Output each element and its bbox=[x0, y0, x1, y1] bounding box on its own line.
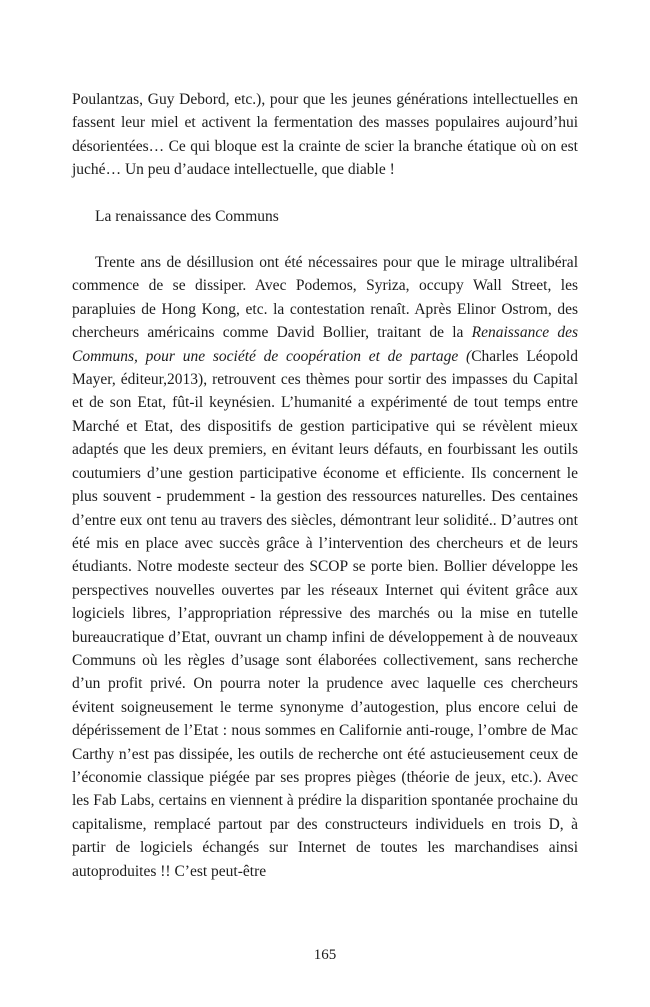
paragraph-body-text-1: Trente ans de désillusion ont été nécessaires pour que le mirage ultralibéral commence de se dissiper. Avec Podemos, Syriza, occupy Wall Street, les parapluies de Hong Kong, etc. la contestation renaît. Après Elinor Ostrom, des chercheurs américains comme David Bollier, traitant de la bbox=[72, 254, 578, 342]
paragraph-continuation: Poulantzas, Guy Debord, etc.), pour que les jeunes générations intellectuelles en fassent leur miel et activent la fermentation des masses populaires aujourd’hui désorientées… Ce qui bloque est la crainte de scier la branche étatique où on est juché… Un peu d’audace intellectuelle, que diable ! bbox=[72, 91, 578, 179]
paragraph-body-text-2: Charles Léopold Mayer, éditeur,2013), retrouvent ces thèmes pour sortir des impasses du Capital et de son Etat, fût-il keynésien. L’humanité a expérimenté de tout temps entre Marché et Etat, des dispositifs de gestion participative qui se révèlent mieux adaptés que les deux premiers, en évitant leurs défauts, en fourbissant les outils coutumiers d’une gestion participative économe et efficiente. Ils concernent le plus souvent - prudemment - la gestion des ressources naturelles. Des centaines d’entre eux ont tenu au travers des siècles, démontrant leur solidité.. D’autres ont été mis en place avec succès grâce à l’intervention des chercheurs et de leurs étudiants. Notre modeste secteur des SCOP se porte bien. Bollier développe les perspectives nouvelles ouvertes par les réseaux Internet qui évitent grâce aux logiciels libres, l’appropriation répressive des marchés ou la mise en tutelle bureaucratique d’Etat, ouvrant un champ infini de développement à de nouveaux Communs où les règles d’usage sont élaborées collectivement, sans recherche d’un profit privé. On pourra noter la prudence avec laquelle ces chercheurs évitent soigneusement le terme synonyme d’autogestion, plus encore celui de dépérissement de l’Etat : nous sommes en Californie anti-rouge, l’ombre de Mac Carthy n’est pas dissipée, les outils de recherche ont été astucieusement ceux de l’économie classique piégée par ses propres pièges (théorie de jeux, etc.). Avec les Fab Labs, certains en viennent à prédire la disparition spontanée prochaine du capitalisme, remplacé partout par des constructeurs individuels en trois D, à partir de logiciels échangés sur Internet de toutes les marchandises ainsi autoproduites !! C’est peut-être bbox=[72, 347, 578, 880]
book-title-italic: Renaissance des Communs, pour une société de coopération et de partage ( bbox=[72, 324, 578, 365]
paragraph-body bbox=[72, 251, 578, 883]
page-number: 165 bbox=[313, 946, 337, 963]
section-heading: La renaissance des Communs bbox=[95, 207, 279, 225]
